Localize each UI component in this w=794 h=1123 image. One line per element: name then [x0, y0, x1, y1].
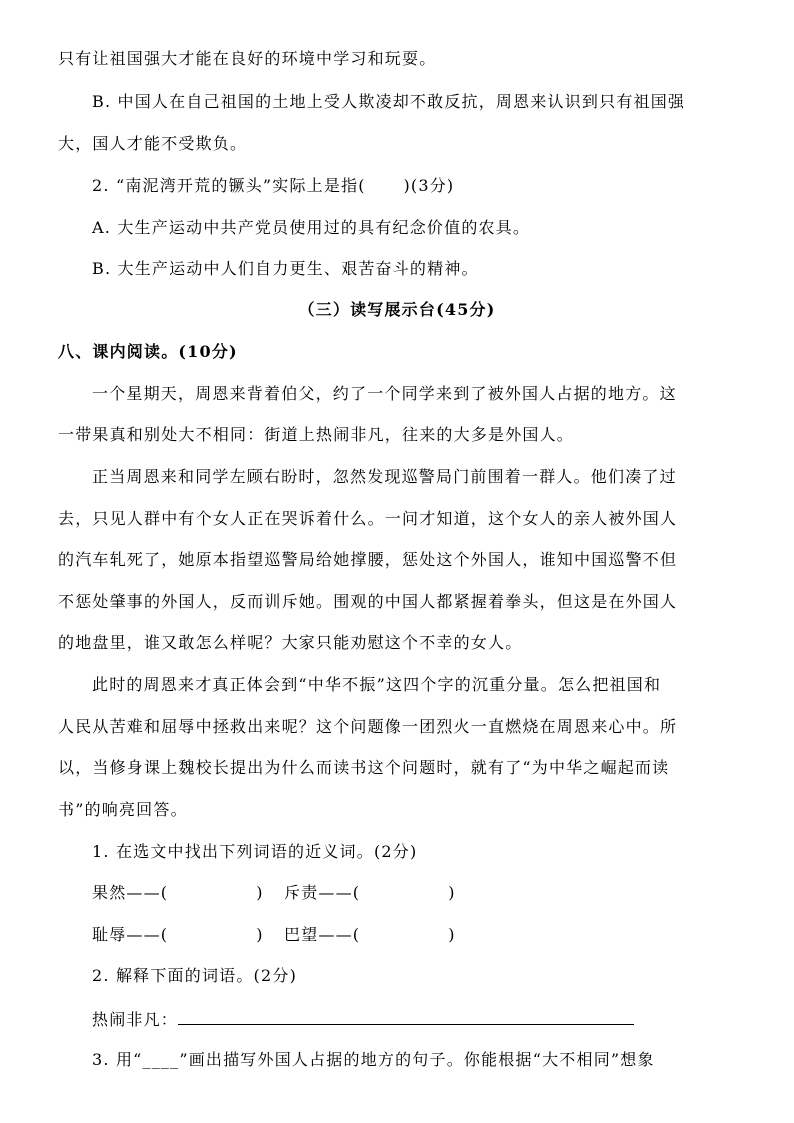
q1-option-b-line1: B. 中国人在自己祖国的土地上受人欺凌却不敢反抗，周恩来认识到只有祖国强	[92, 92, 686, 111]
answer-blank-line[interactable]	[178, 1008, 634, 1025]
part8-q3-stem: 3. 用“____”画出描写外国人占据的地方的句子。你能根据“大不相同”想象	[92, 1050, 655, 1069]
synonym-chiru[interactable]: 耻辱——( )	[92, 925, 264, 944]
part8-q2-answer-line	[92, 1008, 794, 1030]
passage-p2-line4: 不惩处肇事的外国人，反而训斥她。围观的中国人都紧握着拳头，但这是在外国人	[58, 592, 678, 611]
term-renao-feifan: 热闹非凡：	[92, 1010, 179, 1029]
passage-p2-line2: 去，只见人群中有个女人正在哭诉着什么。一问才知道，这个女人的亲人被外国人	[58, 509, 678, 528]
part8-q1-stem: 1. 在选文中找出下列词语的近义词。(2分)	[92, 842, 418, 861]
carryover-line: 只有让祖国强大才能在良好的环境中学习和玩耍。	[58, 49, 437, 68]
q2-option-a: A. 大生产运动中共产党员使用过的具有纪念价值的农具。	[92, 218, 531, 237]
q1-option-b-line2: 大，国人才能不受欺负。	[58, 134, 248, 153]
passage-p3-line2: 人民从苦难和屈辱中拯救出来呢？这个问题像一团烈火一直燃烧在周恩来心中。所	[58, 717, 678, 736]
passage-p1-line1: 一个星期天，周恩来背着伯父，约了一个同学来到了被外国人占据的地方。这	[92, 384, 677, 403]
section-title: （三）读写展示台(45分)	[298, 300, 496, 319]
synonym-chize[interactable]: 斥责——( )	[284, 883, 456, 902]
passage-p3-line4: 书”的响亮回答。	[58, 800, 188, 819]
q2-stem: 2. “南泥湾开荒的镢头”实际上是指( )(3分)	[92, 176, 455, 195]
passage-p1-line2: 一带果真和别处大不相同：街道上热闹非凡，往来的大多是外国人。	[58, 425, 575, 444]
passage-p2-line1: 正当周恩来和同学左顾右盼时，忽然发现巡警局门前围着一群人。他们凑了过	[92, 467, 677, 486]
synonym-bawang[interactable]: 巴望——( )	[284, 925, 456, 944]
synonym-guoran[interactable]: 果然——( )	[92, 883, 264, 902]
passage-p3-line1: 此时的周恩来才真正体会到“中华不振”这四个字的沉重分量。怎么把祖国和	[92, 675, 662, 694]
passage-p2-line5: 的地盘里，谁又敢怎么样呢？大家只能劝慰这个不幸的女人。	[58, 633, 523, 652]
part8-heading: 八、课内阅读。(10分)	[58, 342, 238, 361]
q2-option-b: B. 大生产运动中人们自力更生、艰苦奋斗的精神。	[92, 259, 479, 278]
passage-p3-line3: 以，当修身课上魏校长提出为什么而读书这个问题时，就有了“为中华之崛起而读	[58, 758, 670, 777]
passage-p2-line3: 的汽车轧死了，她原本指望巡警局给她撑腰，惩处这个外国人，谁知中国巡警不但	[58, 550, 678, 569]
part8-q2-stem: 2. 解释下面的词语。(2分)	[92, 966, 298, 985]
